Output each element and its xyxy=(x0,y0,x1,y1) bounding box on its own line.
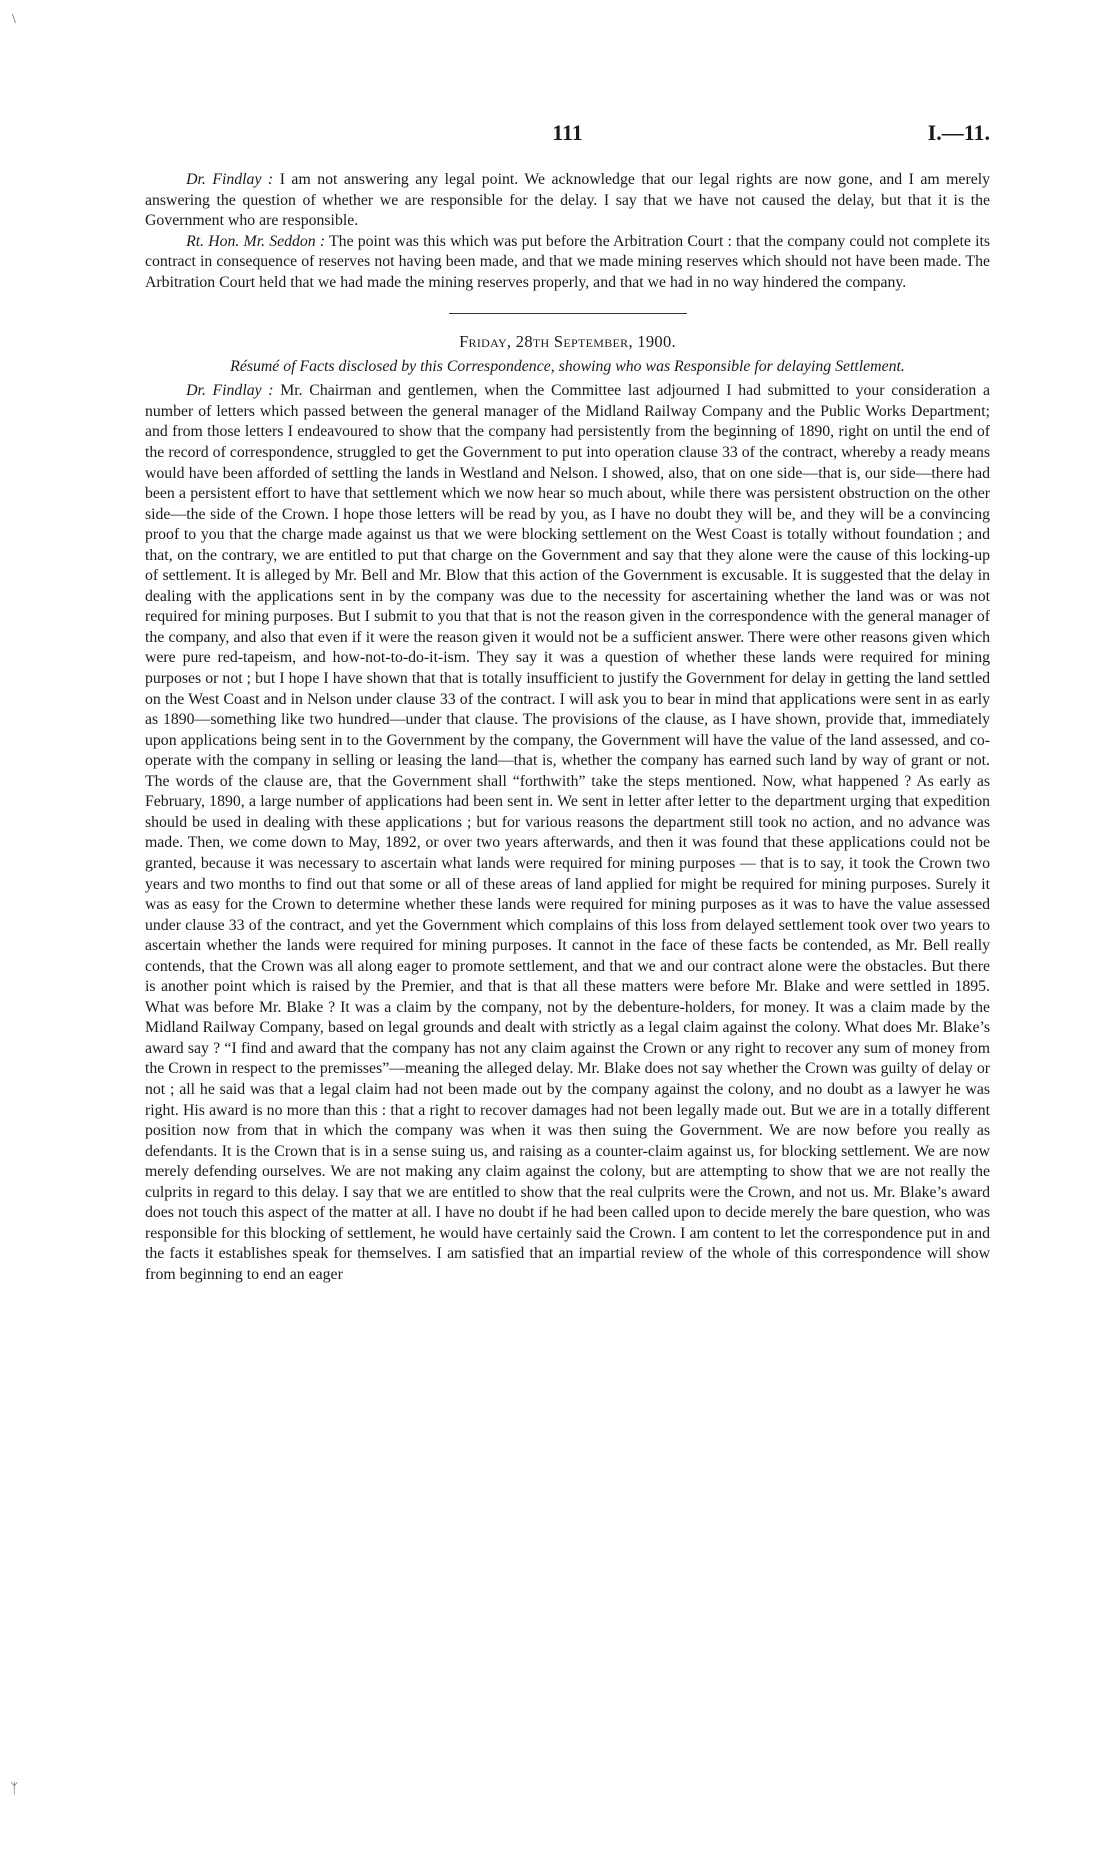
speaker-name: Dr. Findlay : xyxy=(186,171,274,188)
paper-reference: I.—11. xyxy=(927,120,990,145)
speaker-name: Rt. Hon. Mr. Seddon : xyxy=(186,232,326,250)
scan-mark: \ xyxy=(12,12,16,27)
section-divider xyxy=(449,313,687,314)
paragraph xyxy=(145,232,990,294)
date-heading: Friday, 28th September, 1900. xyxy=(459,332,676,352)
section-heading: Résumé of Facts disclosed by this Correspondence, showing who was Responsible for delaying Settlement. xyxy=(230,357,905,375)
paragraph xyxy=(145,381,990,1285)
paragraph-text: I am not answering any legal point. We acknowledge that our legal rights are now gone, and I am merely answering the question of whether we are responsible for the delay. I say that we have not caused the delay, but that it is the Government who are responsible. xyxy=(145,171,990,230)
paragraph-text: The point was this which was put before the Arbitration Court : that the company could not complete its contract in consequence of reserves not having been made, and that we made mining reserves which should not have been made. The Arbitration Court held that we had made the mining reserves properly, and that we had in no way hindered the company. xyxy=(145,232,990,291)
speaker-name: Dr. Findlay : xyxy=(186,382,274,400)
page-number: 111 xyxy=(552,120,583,145)
page-header xyxy=(145,120,990,150)
paragraph-text: Mr. Chairman and gentlemen, when the Committee last adjourned I had submitted to your consideration a number of letters which passed between the general manager of the Midland Railway Company and the Public Works Department; and from those letters I endeavoured to show that the company had persistently from the beginning of 1890, right on until the end of the record of correspondence, struggled to get the Government to put into operation clause 33 of the contract, whereby a ready means would have been afforded of settling the lands in Westland and Nelson. I showed, also, that on one side—that is, our side—there had been a persistent effort to have that settlement which we now hear so much about, while there was persistent obstruction on the other side—the side of the Crown. I hope those letters will be read by you, as I have no doubt they will be, and they will be a convincing proof to you that the charge made against us that we were blocking settlement on the West Coast is totally without foundation ; and that, on the contrary, we are entitled to put that charge on the Government and say that they alone were the cause of this locking-up of settlement. It is alleged by Mr. Bell and Mr. Blow that this action of the Government is excusable. It is suggested that the delay in dealing with the applications sent in by the company was due to the necessity for ascertaining whether the land was or was not required for mining purposes. But I submit to you that that is not the reason given in the correspondence with the general manager of the company, and also that even if it were the reason given it would not be a sufficient answer. There were other reasons given which were pure red-tapeism, and how-not-to-do-it-ism. They say it was a question of whether these lands were required for mining purposes or not ; but I hope I have shown that that is totally insufficient to justify the Government for delay in getting the land settled on the West Coast and in Nelson under clause 33 of the contract. I will ask you to bear in mind that applications were sent in as early as 1890—something like two hundred—under that clause. The provisions of the clause, as I have shown, provide that, immediately upon applications being sent in to the Government by the company, the Government will have the value of the land assessed, and co-operate with the company in selling or leasing the land—that is, whether the company has earned such land by way of grant or not. The words of the clause are, that the Government shall “forthwith” take the steps mentioned. Now, what happened ? As early as February, 1890, a large number of applications had been sent in. We sent in letter after letter to the department urging that expedition should be used in dealing with these applications ; but for various reasons the department still took no action, and no advance was made. Then, we come down to May, 1892, or over two years afterwards, and then it was found that these applications could not be granted, because it was necessary to ascertain what lands were required for mining purposes — that is to say, it took the Crown two years and two months to find out that some or all of these areas of land applied for might be required for mining purposes. Surely it was as easy for the Crown to determine whether these lands were required for mining purposes as it was to have the value assessed under clause 33 of the contract, and yet the Government which complains of this loss from delayed settlement took over two years to ascertain whether the lands were required for mining purposes. It cannot in the face of these facts be contended, as Mr. Bell really contends, that the Crown was all along eager to promote settlement, and that we and our contract alone were the obstacles. But there is another point which is raised by the Premier, and that is that all these matters were before Mr. Blake and were settled in 1895. What was before Mr. Blake ? It was a claim by the company, not by the debenture-holders, for money. It was a claim made by the Midland Railway Company, based on legal grounds and dealt with strictly as a legal claim against the colony. What does Mr. Blake’s award say ? “I find and award that the company has not any claim against the Crown or any right to recover any sum of money from the Crown in respect to the premisses”—meaning the alleged delay. Mr. Blake does not say whether the Crown was guilty of delay or not ; all he said was that a legal claim had not been made out by the company against the colony, and no doubt as a lawyer he was right. His award is no more than this : that a right to recover damages had not been legally made out. But we are in a totally different position now from that in which the company was when it was then suing the Government. We are now before you really as defendants. It is the Crown that is in a sense suing us, and raising as a counter-claim against us, for blocking settlement. We are now merely defending ourselves. We are not making any claim against the colony, but are attempting to show that we are not really the culprits in regard to this delay. I say that we are entitled to show that the real culprits were the Crown, and not us. Mr. Blake’s award does not touch this aspect of the matter at all. I have no doubt if he had been called upon to decide merely the bare question, who was responsible for this blocking of settlement, he would have certainly said the Crown. I am content to let the correspondence put in and the facts it establishes speak for themselves. I am satisfied that an impartial review of the whole of this correspondence will show from beginning to end an eager xyxy=(145,382,990,1283)
scan-mark: ᛉ xyxy=(10,1782,19,1797)
document-body xyxy=(145,170,990,1285)
paragraph xyxy=(145,170,990,232)
